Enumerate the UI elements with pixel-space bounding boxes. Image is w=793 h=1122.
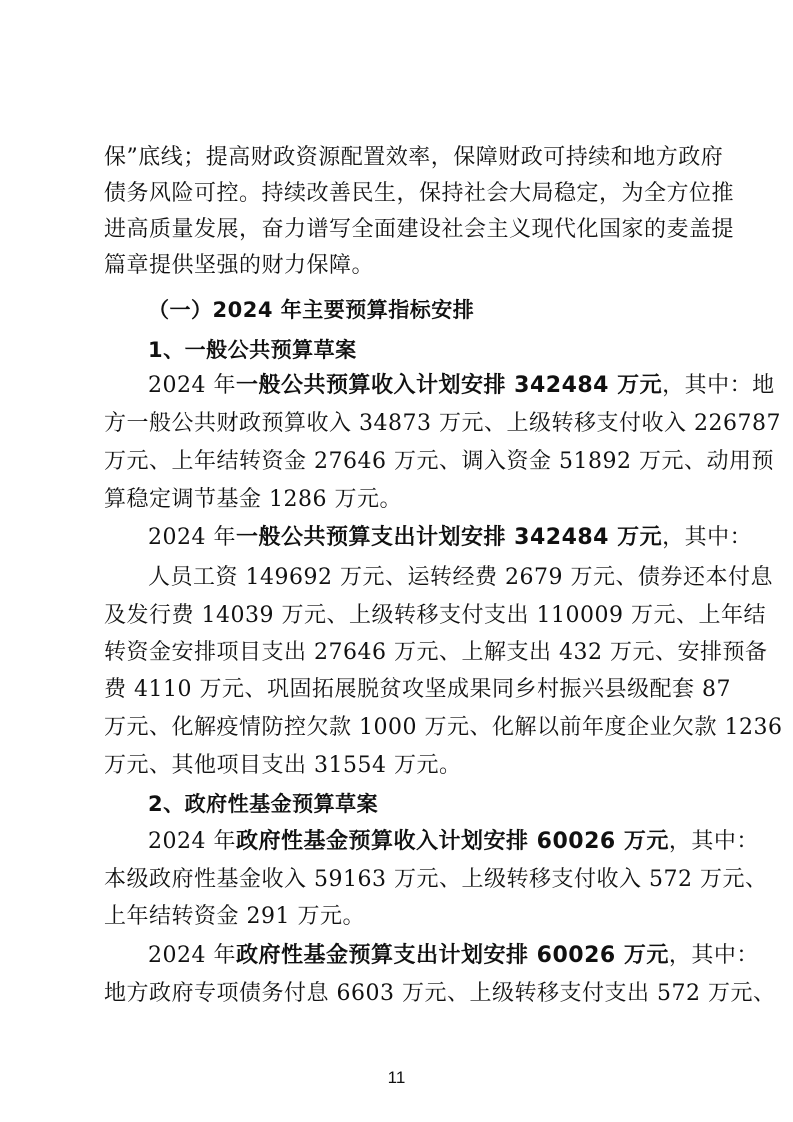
intro-line-1: 保”底线；提高财政资源配置效率，保障财政可持续和地方政府 — [104, 145, 724, 170]
fund-income-line-1 — [148, 822, 759, 862]
general-income-line-3: 万元、上年结转资金 27646 万元、调入资金 51892 万元、动用预 — [104, 449, 774, 474]
general-expense-line-3: 及发行费 14039 万元、上级转移支付支出 110009 万元、上年结 — [104, 603, 766, 628]
general-income-total: 一般公共预算收入计划安排 342484 万元 — [235, 373, 663, 398]
fund-income-prefix: 2024 年 — [148, 829, 236, 854]
general-income-prefix: 2024 年 — [148, 373, 236, 398]
general-expense-suffix: ，其中： — [662, 525, 753, 550]
general-expense-line-2: 人员工资 149692 万元、运转经费 2679 万元、债券还本付息 — [148, 565, 773, 590]
general-expense-prefix: 2024 年 — [148, 525, 236, 550]
fund-income-total: 政府性基金预算收入计划安排 60026 万元 — [235, 829, 669, 854]
fund-expense-line-2: 地方政府专项债务付息 6603 万元、上级转移支付支出 572 万元、 — [104, 981, 776, 1006]
page-number: 11 — [387, 1068, 406, 1087]
intro-line-4: 篇章提供坚强的财力保障。 — [104, 253, 375, 278]
general-expense-line-5: 费 4110 万元、巩固拓展脱贫攻坚成果同乡村振兴县级配套 87 — [104, 677, 731, 702]
fund-income-line-2: 本级政府性基金收入 59163 万元、上级转移支付收入 572 万元、 — [104, 867, 768, 892]
general-expense-line-4: 转资金安排项目支出 27646 万元、上解支出 432 万元、安排预备 — [104, 640, 768, 665]
general-income-line-4: 算稳定调节基金 1286 万元。 — [104, 487, 402, 512]
fund-expense-suffix: ，其中： — [668, 943, 759, 968]
general-expense-line-1 — [148, 518, 753, 558]
general-income-line-1 — [148, 366, 775, 406]
general-expense-total: 一般公共预算支出计划安排 342484 万元 — [235, 525, 663, 550]
fund-expense-line-1 — [148, 936, 759, 976]
fund-expense-total: 政府性基金预算支出计划安排 60026 万元 — [235, 943, 669, 968]
intro-line-2: 债务风险可控。持续改善民生，保持社会大局稳定，为全方位推 — [104, 181, 735, 206]
section-heading: （一）2024 年主要预算指标安排 — [148, 298, 475, 322]
fund-income-line-3: 上年结转资金 291 万元。 — [104, 904, 365, 929]
fund-budget-heading: 2、政府性基金预算草案 — [148, 792, 379, 816]
fund-income-suffix: ，其中： — [668, 829, 759, 854]
general-budget-heading: 1、一般公共预算草案 — [148, 338, 357, 362]
fund-expense-prefix: 2024 年 — [148, 943, 236, 968]
general-expense-line-7: 万元、其他项目支出 31554 万元。 — [104, 753, 462, 778]
general-expense-line-6: 万元、化解疫情防控欠款 1000 万元、化解以前年度企业欠款 1236 — [104, 715, 783, 740]
intro-line-3: 进高质量发展，奋力谱写全面建设社会主义现代化国家的麦盖提 — [104, 217, 735, 242]
general-income-line-2: 方一般公共财政预算收入 34873 万元、上级转移支付收入 226787 — [104, 411, 781, 436]
general-income-suffix: ，其中：地 — [662, 373, 775, 398]
